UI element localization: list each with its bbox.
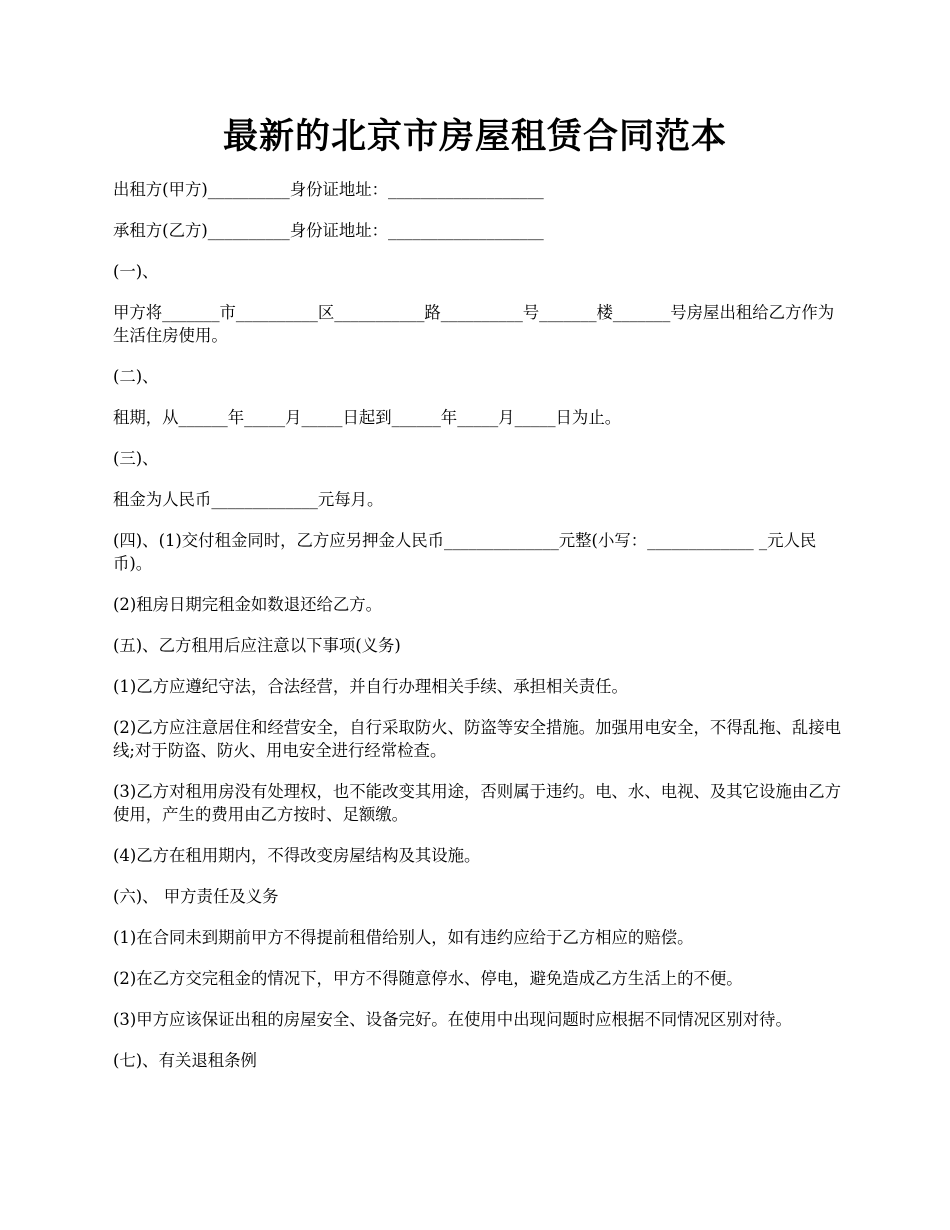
section-5-item-3: (3)乙方对租用房没有处理权，也不能改变其用途，否则属于违约。电、水、电视、及其它设施由乙方使用，产生的费用由乙方按时、足额缴。 [113,782,842,824]
document-title: 最新的北京市房屋租赁合同范本 [222,116,727,157]
section-5-item-2: (2)乙方应注意居住和经营安全，自行采取防火、防盗等安全措施。加强用电安全，不得乱拖、乱接电线;对于防盗、防火、用电安全进行经常检查。 [113,718,842,760]
section-3-text: 租金为人民币_____________元每月。 [113,490,384,509]
document-body [113,178,841,1090]
section-7-heading: (七)、有关退租条例 [113,1051,257,1070]
section-2-text: 租期，从______年_____月_____日起到______年_____月_____日为止。 [113,408,622,427]
section-3-heading: (三)、 [113,449,159,468]
section-6-item-1: (1)在合同未到期前甲方不得提前租借给别人，如有违约应给于乙方相应的赔偿。 [113,928,694,947]
section-2-heading: (二)、 [113,367,159,386]
section-4-refund: (2)租房日期完租金如数退还给乙方。 [113,595,383,614]
section-4-deposit: (四)、(1)交付租金同时，乙方应另押金人民币______________元整(小写：_____________ _元人民币)。 [113,531,817,573]
lessee-line: 承租方(乙方)__________身份证地址：___________________ [113,221,544,240]
section-5-item-4: (4)乙方在租用期内，不得改变房屋结构及其设施。 [113,846,481,865]
section-5-item-1: (1)乙方应遵纪守法，合法经营，并自行办理相关手续、承担相关责任。 [113,677,628,696]
section-1-text: 甲方将_______市__________区___________路__________号_______楼_______号房屋出租给乙方作为生活住房使用。 [113,303,835,345]
section-6-item-3: (3)甲方应该保证出租的房屋安全、设备完好。在使用中出现问题时应根据不同情况区别对待。 [113,1010,792,1029]
section-1-heading: (一)、 [113,262,159,281]
lessor-line: 出租方(甲方)__________身份证地址：___________________ [113,180,544,199]
section-6-item-2: (2)在乙方交完租金的情况下，甲方不得随意停水、停电，避免造成乙方生活上的不便。 [113,969,743,988]
section-6-heading: (六)、 甲方责任及义务 [113,887,279,906]
section-5-heading: (五)、乙方租用后应注意以下事项(义务) [113,636,401,655]
